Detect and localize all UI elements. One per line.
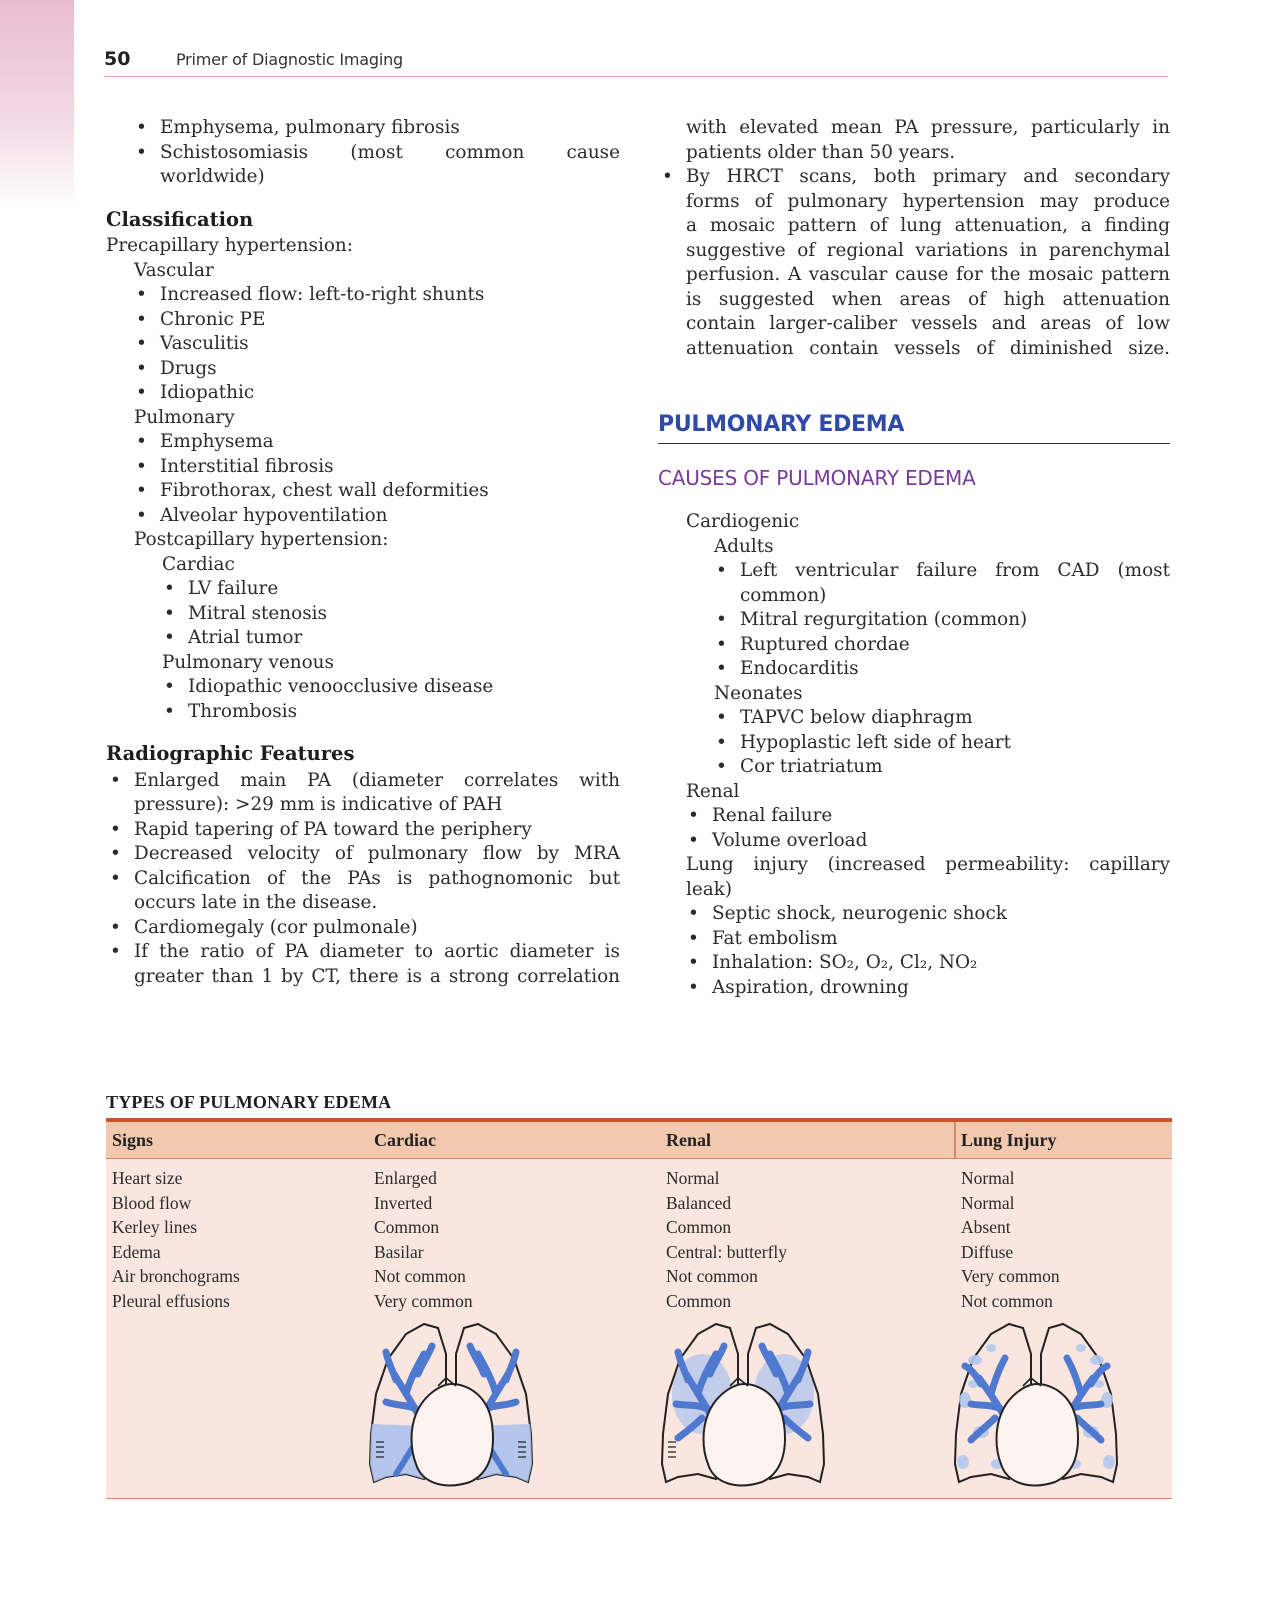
list-item: • Fat embolism xyxy=(658,927,1170,952)
list-item: • By HRCT scans, both primary and secondary xyxy=(658,165,1170,190)
postcapillary-label: Postcapillary hypertension: xyxy=(134,529,389,550)
list-item: • Renal failure xyxy=(658,804,1170,829)
renal-column xyxy=(666,1166,787,1313)
table-cell: Kerley lines xyxy=(112,1217,198,1237)
list-item-continuation: greater than 1 by CT, there is a strong correlation xyxy=(134,965,620,987)
table-cell: Edema xyxy=(112,1241,161,1262)
paragraph-line: with elevated mean PA pressure, particularly in xyxy=(686,117,1170,138)
signs-column xyxy=(112,1166,240,1313)
table-cell: Diffuse xyxy=(961,1241,1014,1262)
list-item: • TAPVC below diaphragm xyxy=(658,706,1170,731)
table-cell: Pleural effusions xyxy=(112,1290,230,1311)
neonates-label: Neonates xyxy=(714,682,803,704)
column-header: Signs xyxy=(112,1130,154,1150)
paragraph-line: perfusion. A vascular cause for the mosaic pattern xyxy=(686,264,1170,285)
list-item: • Idiopathic venoocclusive disease xyxy=(106,675,620,700)
page-number: 50 xyxy=(104,48,131,70)
paragraph-line: forms of pulmonary hypertension may produce xyxy=(686,190,1170,212)
adults-label: Adults xyxy=(714,535,774,557)
paragraph-line: patients older than 50 years. xyxy=(686,141,956,163)
right-column xyxy=(658,116,1170,361)
list-item: • Interstitial fibrosis xyxy=(106,455,620,480)
list-item-continuation: occurs late in the disease. xyxy=(134,892,378,913)
table-cell: Basilar xyxy=(374,1241,424,1262)
paragraph-line: suggestive of regional variations in parenchymal xyxy=(686,239,1170,261)
radiographic-heading: Radiographic Features xyxy=(106,742,355,765)
list-item-continuation: pressure): >29 mm is indicative of PAH xyxy=(134,794,503,815)
list-item: • Left ventricular failure from CAD (most xyxy=(658,559,1170,584)
cardiogenic-label: Cardiogenic xyxy=(686,511,800,532)
table-cell: Enlarged xyxy=(374,1168,437,1188)
table-cell: Balanced xyxy=(666,1192,732,1213)
list-item: • Mitral stenosis xyxy=(106,602,620,627)
paragraph-line: attenuation contain vessels of diminished size. xyxy=(686,337,1170,359)
list-item: • Rapid tapering of PA toward the periphery xyxy=(106,818,620,843)
section-title: PULMONARY EDEMA xyxy=(658,412,1170,444)
table-cell: Heart size xyxy=(112,1168,183,1188)
list-item: • Decreased velocity of pulmonary flow by MRA xyxy=(106,842,620,867)
list-item: • Volume overload xyxy=(658,829,1170,854)
cardiac-label: Cardiac xyxy=(162,553,235,575)
list-item: • Inhalation: SO₂, O₂, Cl₂, NO₂ xyxy=(658,951,1170,976)
vascular-label: Vascular xyxy=(134,259,214,281)
list-item: • Increased flow: left-to-right shunts xyxy=(106,283,620,308)
list-item: • Cardiomegaly (cor pulmonale) xyxy=(106,916,620,941)
renal-edema-lung-illustration xyxy=(658,1314,828,1494)
table-cell: Not common xyxy=(666,1266,758,1286)
table-cell: Normal xyxy=(961,1192,1015,1213)
lung-injury-continuation: leak) xyxy=(686,878,733,900)
list-item: • Idiopathic xyxy=(106,381,620,406)
list-item: • Calcification of the PAs is pathognomonic but xyxy=(106,867,620,892)
table-cell: Not common xyxy=(374,1266,466,1286)
list-item: • Alveolar hypoventilation xyxy=(106,504,620,529)
list-item: • Vasculitis xyxy=(106,332,620,357)
table-cell: Very common xyxy=(961,1266,1060,1286)
cardiac-edema-lung-illustration xyxy=(366,1314,536,1494)
list-item: • Drugs xyxy=(106,357,620,382)
column-header: Renal xyxy=(666,1130,711,1150)
causes-list xyxy=(658,510,1170,1000)
list-item: • Fibrothorax, chest wall deformities xyxy=(106,479,620,504)
renal-label: Renal xyxy=(686,780,740,802)
list-item: • Enlarged main PA (diameter correlates with xyxy=(106,769,620,794)
table-cell: Blood flow xyxy=(112,1192,192,1213)
list-item: • LV failure xyxy=(106,577,620,602)
table-header-row xyxy=(106,1122,1172,1159)
lung-injury-column xyxy=(961,1166,1060,1313)
paragraph-line: is suggested when areas of high attenuation xyxy=(686,288,1170,310)
table-cell: Absent xyxy=(961,1217,1011,1237)
pulmonary-label: Pulmonary xyxy=(134,406,235,428)
left-column xyxy=(106,116,620,989)
venous-label: Pulmonary venous xyxy=(162,651,334,673)
lung-injury-label: Lung injury (increased permeability: capillary xyxy=(686,854,1170,875)
table-cell: Normal xyxy=(961,1168,1015,1188)
table-cell: Air bronchograms xyxy=(112,1266,240,1286)
book-title: Primer of Diagnostic Imaging xyxy=(176,50,403,69)
edema-types-table xyxy=(106,1118,1172,1499)
table-cell: Not common xyxy=(961,1290,1053,1311)
subsection-title: CAUSES OF PULMONARY EDEMA xyxy=(658,466,976,490)
list-item: • Septic shock, neurogenic shock xyxy=(658,902,1170,927)
list-item: • Emphysema xyxy=(106,430,620,455)
table-cell: Common xyxy=(666,1290,732,1311)
table-cell: Normal xyxy=(666,1168,720,1188)
list-item: • Atrial tumor xyxy=(106,626,620,651)
running-head xyxy=(104,46,1168,77)
table-cell: Very common xyxy=(374,1290,473,1311)
list-item: • Chronic PE xyxy=(106,308,620,333)
list-item: • If the ratio of PA diameter to aortic diameter is xyxy=(106,940,620,965)
table-title: TYPES OF PULMONARY EDEMA xyxy=(106,1092,392,1112)
table-cell: Central: butterfly xyxy=(666,1241,788,1262)
list-item: • Hypoplastic left side of heart xyxy=(658,731,1170,756)
table-cell: Inverted xyxy=(374,1192,433,1213)
column-header: Lung Injury xyxy=(961,1130,1057,1150)
cardiac-column xyxy=(374,1166,473,1313)
column-header: Cardiac xyxy=(374,1130,436,1150)
list-item-continuation: common) xyxy=(740,584,827,606)
precapillary-label: Precapillary hypertension: xyxy=(106,235,353,256)
page-edge-tab xyxy=(0,0,74,210)
table-cell: Common xyxy=(666,1217,732,1237)
list-item: • Endocarditis xyxy=(658,657,1170,682)
paragraph-line: a mosaic pattern of lung attenuation, a finding xyxy=(686,215,1170,236)
list-item: • Aspiration, drowning xyxy=(658,976,1170,1001)
list-item: • Emphysema, pulmonary fibrosis xyxy=(106,116,620,141)
list-item: • Ruptured chordae xyxy=(658,633,1170,658)
classification-heading: Classification xyxy=(106,207,254,231)
lung-injury-edema-lung-illustration xyxy=(951,1314,1121,1494)
list-item-continuation: worldwide) xyxy=(160,166,265,187)
column-divider xyxy=(954,1122,956,1158)
table-cell: Common xyxy=(374,1217,440,1237)
list-item: • Cor triatriatum xyxy=(658,755,1170,780)
list-item: • Mitral regurgitation (common) xyxy=(658,608,1170,633)
list-item: • Schistosomiasis (most common cause xyxy=(106,141,620,166)
paragraph-line: contain larger-caliber vessels and areas of low xyxy=(686,313,1170,334)
list-item: • Thrombosis xyxy=(106,700,620,725)
